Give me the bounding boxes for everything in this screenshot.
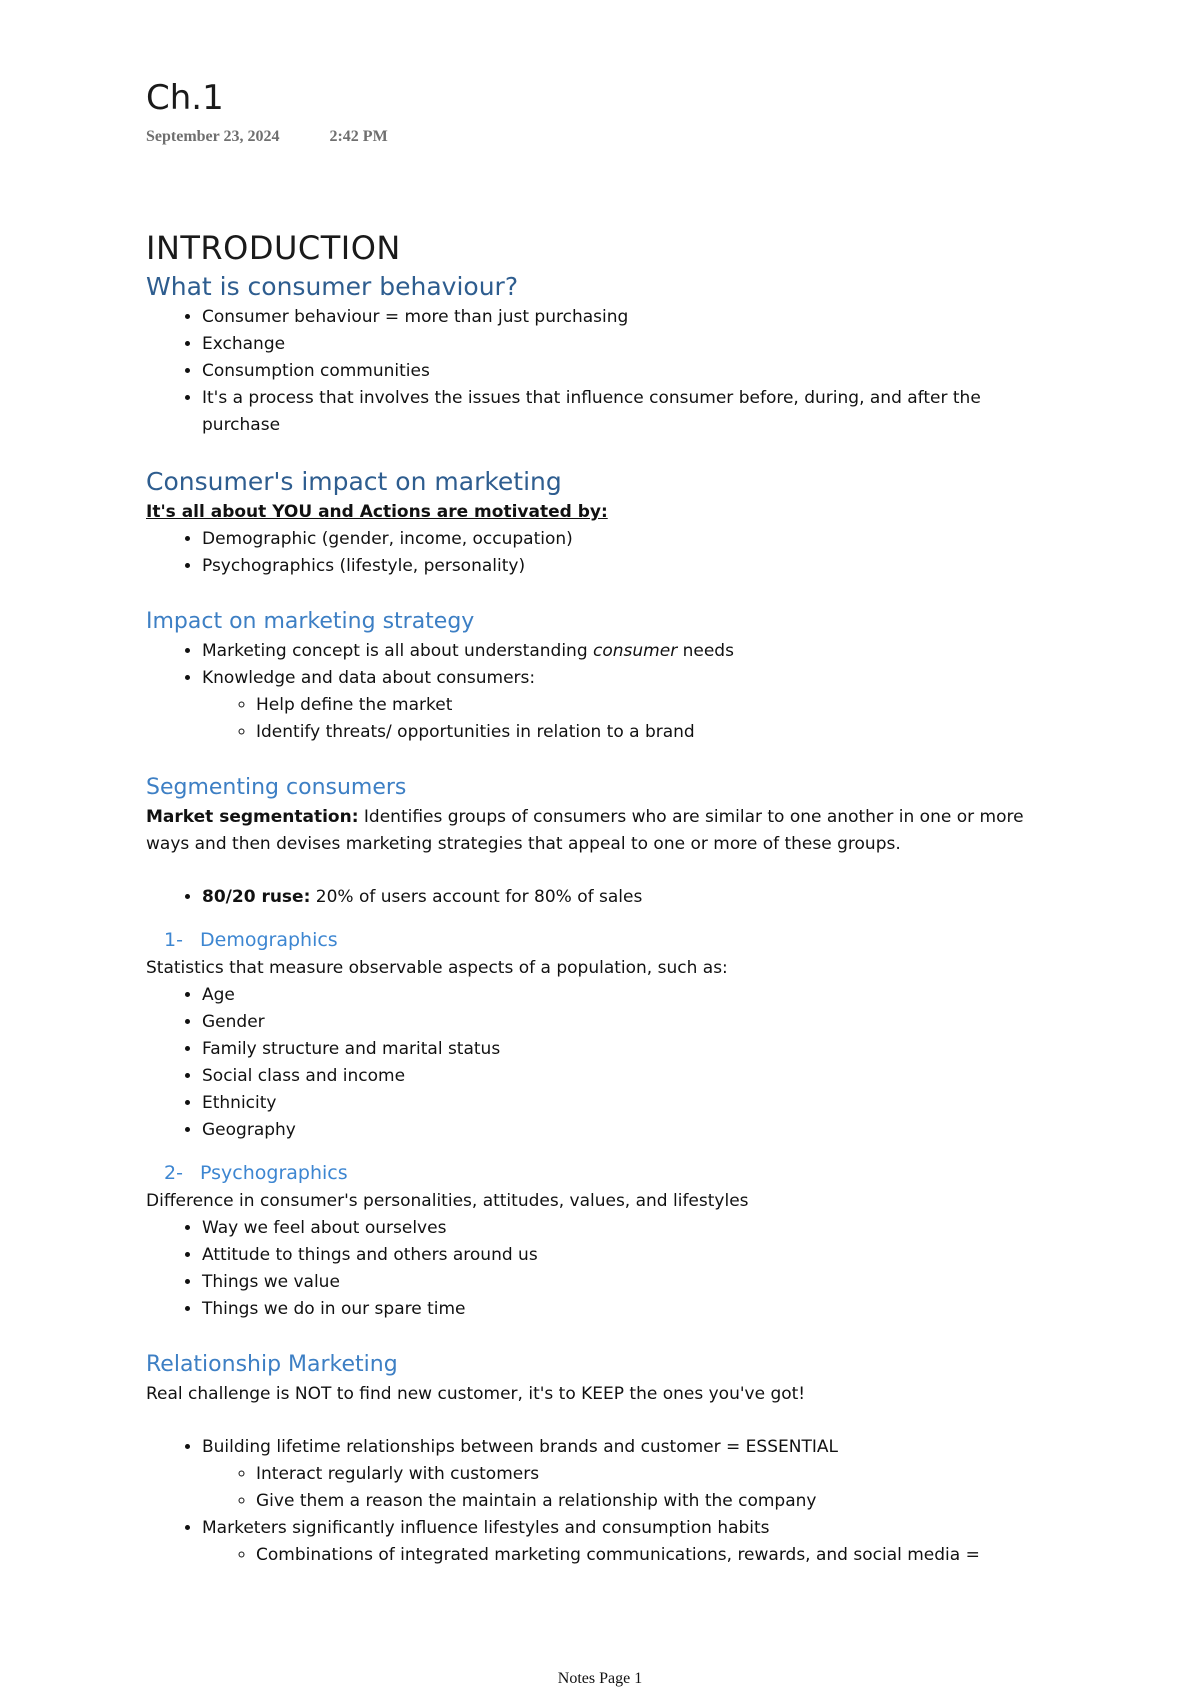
term: 80/20 ruse:	[202, 887, 311, 907]
list-item	[202, 638, 1046, 665]
subsection-heading-demographics	[146, 925, 1046, 955]
page-footer: Notes Page 1	[557, 1670, 643, 1687]
list-item: • Geography	[202, 1117, 1046, 1144]
list-item: • It's a process that involves the issues that influence consumer before, during, and after the purchase	[202, 385, 1046, 439]
list-item: • Way we feel about ourselves	[202, 1215, 1046, 1242]
sub-list	[202, 1542, 1046, 1569]
section-heading-consumer-behaviour: What is consumer behaviour?	[146, 272, 519, 301]
relationship-list	[146, 1434, 1046, 1569]
list-item: • Family structure and marital status	[202, 1036, 1046, 1063]
note-page	[146, 70, 1046, 1569]
text: 20% of users account for 80% of sales	[310, 887, 643, 907]
section-heading-consumer-impact: Consumer's impact on marketing	[146, 467, 562, 496]
subsection-heading-psychographics	[146, 1158, 1046, 1188]
note-meta	[146, 128, 1046, 154]
heading-number: 2-	[164, 1162, 183, 1184]
list-item: • Consumer behaviour = more than just purchasing	[202, 304, 1046, 331]
list-item: • Age	[202, 982, 1046, 1009]
motivation-lead: It's all about YOU and Actions are motivated by:	[146, 502, 608, 522]
section-heading-marketing-strategy: Impact on marketing strategy	[146, 609, 475, 634]
sub-list	[202, 692, 1046, 746]
psychographics-lead: Difference in consumer's personalities, attitudes, values, and lifestyles	[146, 1191, 749, 1211]
sub-list-item: ◦ Give them a reason the maintain a relationship with the company	[256, 1488, 1046, 1515]
list-item: • Ethnicity	[202, 1090, 1046, 1117]
sub-list-item: ◦ Help define the market	[256, 692, 1046, 719]
heading-text: Demographics	[200, 929, 338, 951]
list-item: • Exchange	[202, 331, 1046, 358]
sub-list-item: ◦ Combinations of integrated marketing communications, rewards, and social media =	[256, 1542, 1046, 1569]
list-item: • Psychographics (lifestyle, personality)	[202, 553, 1046, 580]
list-item	[202, 1515, 1046, 1569]
text: needs	[677, 641, 734, 661]
list-item: • Attitude to things and others around us	[202, 1242, 1046, 1269]
list-item	[202, 665, 1046, 746]
section-heading-segmenting: Segmenting consumers	[146, 775, 407, 800]
heading-text: Psychographics	[200, 1162, 348, 1184]
text: Identifies groups of consumers who are similar to one another in one or more ways and then devises marketing strategies that appeal to one or more of these groups.	[146, 807, 1024, 854]
list-item	[202, 1434, 1046, 1515]
sub-list-item: ◦ Interact regularly with customers	[256, 1461, 1046, 1488]
list-item: • Things we value	[202, 1269, 1046, 1296]
psychographics-list	[146, 1215, 1046, 1323]
demographics-list	[146, 982, 1046, 1144]
note-title: Ch.1	[146, 78, 224, 118]
sub-list-item: ◦ Identify threats/ opportunities in relation to a brand	[256, 719, 1046, 746]
sub-list	[202, 1461, 1046, 1515]
text: Marketing concept is all about understanding	[202, 641, 594, 661]
list-item: • Things we do in our spare time	[202, 1296, 1046, 1323]
list-item: • Social class and income	[202, 1063, 1046, 1090]
marketing-strategy-list	[146, 638, 1046, 746]
list-item: • Consumption communities	[202, 358, 1046, 385]
intro-heading: INTRODUCTION	[146, 229, 401, 267]
emphasis: consumer	[593, 641, 678, 661]
rule-list	[146, 884, 1046, 911]
note-date: September 23, 2024	[146, 128, 280, 145]
relationship-lead: Real challenge is NOT to find new customer, it's to KEEP the ones you've got!	[146, 1384, 806, 1404]
segmentation-definition	[146, 804, 1046, 858]
list-item	[202, 884, 1046, 911]
text: Marketers significantly influence lifestyles and consumption habits	[202, 1518, 770, 1538]
term: Market segmentation:	[146, 807, 359, 827]
text: Building lifetime relationships between brands and customer = ESSENTIAL	[202, 1437, 838, 1457]
text: Knowledge and data about consumers:	[202, 668, 536, 688]
list-item: • Gender	[202, 1009, 1046, 1036]
section-heading-relationship-marketing: Relationship Marketing	[146, 1352, 398, 1377]
motivation-list	[146, 526, 1046, 580]
heading-number: 1-	[164, 929, 183, 951]
demographics-lead: Statistics that measure observable aspects of a population, such as:	[146, 958, 728, 978]
consumer-behaviour-list	[146, 304, 1046, 439]
note-time: 2:42 PM	[329, 128, 388, 145]
list-item: • Demographic (gender, income, occupation)	[202, 526, 1046, 553]
